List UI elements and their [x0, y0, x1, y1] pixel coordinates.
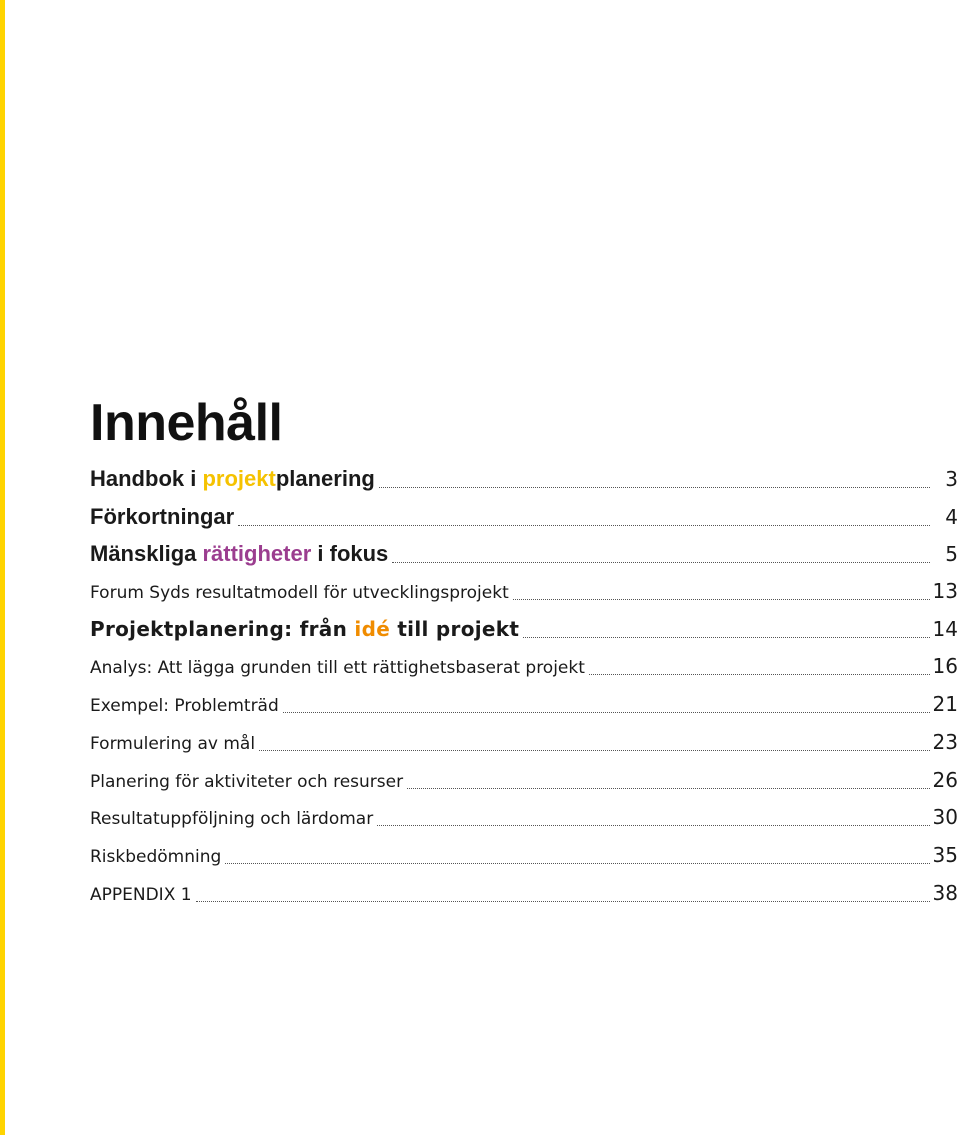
toc-entry-page: 26 [932, 767, 958, 792]
toc-entry-analys[interactable] [90, 654, 958, 692]
toc-entry-projektplanering[interactable] [90, 617, 958, 655]
toc-entry-page: 5 [945, 542, 958, 567]
dot-leader [379, 486, 930, 488]
dot-leader [523, 636, 930, 638]
toc-entry-label: Mänskliga rättigheter i fokus [90, 541, 389, 567]
dot-leader [407, 787, 930, 789]
toc-entry-label: Projektplanering: från idé till projekt [90, 616, 520, 641]
toc-entry-label: Analys: Att lägga grunden till ett rättighetsbaserat projekt [90, 658, 585, 679]
toc-entry-resultatmodell[interactable] [90, 579, 958, 617]
toc-entry-page: 35 [932, 842, 958, 867]
dot-leader [377, 824, 930, 826]
toc-entry-forkortningar[interactable] [90, 504, 958, 542]
toc-entry-label: APPENDIX 1 [90, 884, 192, 905]
toc-entry-problemtrad[interactable] [90, 692, 958, 730]
dot-leader [238, 524, 930, 526]
toc-entry-formulering[interactable] [90, 730, 958, 768]
toc-entry-appendix[interactable] [90, 881, 958, 919]
toc-entry-handbok[interactable] [90, 466, 958, 504]
toc-entry-label: Resultatuppföljning och lärdomar [90, 809, 374, 830]
toc-entry-page: 4 [945, 504, 958, 529]
toc-title: Innehåll [90, 394, 283, 452]
dot-leader [589, 673, 930, 675]
toc-entry-page: 3 [945, 467, 958, 491]
toc-entry-label: Exempel: Problemträd [90, 696, 279, 717]
toc-entry-page: 38 [932, 880, 958, 905]
toc-entry-page: 13 [932, 579, 958, 604]
toc-entry-label: Handbok i projektplanering [90, 466, 375, 491]
table-of-contents [90, 390, 958, 918]
toc-entry-page: 14 [932, 616, 958, 641]
dot-leader [513, 598, 930, 600]
toc-entry-page: 16 [932, 654, 958, 679]
toc-entry-label: Planering för aktiviteter och resurser [90, 771, 404, 792]
dot-leader [392, 561, 930, 563]
yellow-edge-stripe [0, 0, 5, 1135]
toc-entry-page: 30 [932, 805, 958, 830]
dot-leader [259, 749, 930, 751]
dot-leader [283, 711, 930, 713]
toc-entry-manskliga-rattigheter[interactable] [90, 541, 958, 579]
dot-leader [196, 900, 930, 902]
dot-leader [225, 862, 930, 864]
toc-entry-page: 23 [932, 729, 958, 754]
toc-entry-resultatuppfoljning[interactable] [90, 805, 958, 843]
toc-entry-label: Formulering av mål [90, 733, 256, 754]
toc-entry-riskbedomning[interactable] [90, 843, 958, 881]
toc-entry-planering[interactable] [90, 768, 958, 806]
toc-entry-page: 21 [932, 692, 958, 717]
toc-entry-label: Riskbedömning [90, 846, 222, 867]
toc-entry-label: Förkortningar [90, 503, 235, 529]
toc-entry-label: Forum Syds resultatmodell för utvecklingsprojekt [90, 583, 509, 604]
